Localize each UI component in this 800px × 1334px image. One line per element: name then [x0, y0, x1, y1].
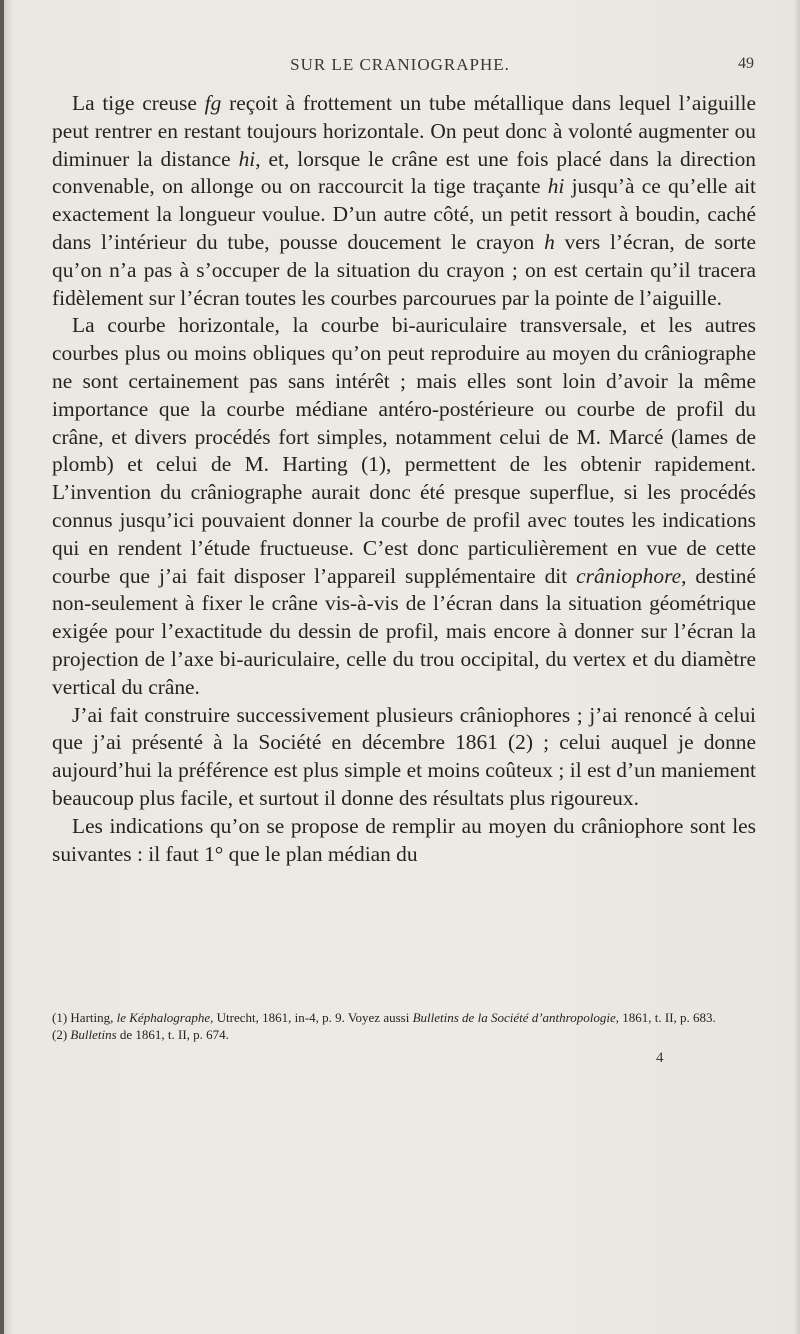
italic-run: hi	[547, 174, 565, 199]
paragraph-2	[52, 312, 756, 701]
text-run: La tige creuse	[72, 91, 205, 115]
page-edge	[794, 0, 800, 1334]
italic-run: hi	[238, 146, 256, 171]
page-number: 49	[738, 55, 754, 72]
text-run: Les indications qu’on se propose de remplir au moyen du crâniophore sont les suivantes : il faut 1° que le plan médian du	[52, 813, 756, 866]
text-run: de 1861, t. II, p. 674.	[116, 1027, 229, 1042]
footnote-2	[52, 1026, 764, 1043]
text-run: La courbe horizontale, la courbe bi-auriculaire transversale, et les autres courbes plus ou moins obliques qu’on peut reproduire au moyen du crâniographe ne sont certainement pas sans intérêt ; mais elles sont loin d’avoir la même importance que la courbe médiane antéro-postérieure ou courbe de profil du crâne, et divers procédés fort simples, notamment celui de M. Marcé (lames de plomb) et celui de M. Harting (1), permettent de les obtenir rapidement. L’invention du crâniographe aurait donc été presque superflue, si les procédés connus jusqu’ici pouvaient donner la courbe de profil avec toutes les indications qui en rendent l’étude fructueuse. C’est donc particulièrement en vue de cette courbe que j’ai fait disposer l’appareil supplémentaire dit	[52, 313, 756, 588]
text-run: (2)	[52, 1027, 71, 1042]
italic-run: crâniophore	[576, 563, 682, 588]
text-run: J’ai fait construire successivement plusieurs crâniophores ; j’ai renoncé à celui que j’ai présenté à la Société en décembre 1861 (2) ; celui auquel je donne aujourd’hui la préférence est plus simple et moins coûteux ; il est d’un maniement beaucoup plus facile, et surtout il donne des résultats plus rigoureux.	[52, 702, 756, 810]
text-run: , et, lorsque le crâne est une fois placé dans la direction convenable, on allonge ou on raccourcit la tige traçante	[52, 146, 756, 199]
binding-shadow	[0, 0, 4, 1334]
text-run: vers l’écran, de sorte qu’on n’a pas à s’occuper de la situation du crayon ; on est certain qu’il tracera fidèlement sur l’écran toutes les courbes parcourues par la pointe de l’aiguille.	[52, 229, 756, 310]
running-head: SUR LE CRANIOGRAPHE.	[290, 55, 510, 74]
footnote-1	[52, 1009, 764, 1026]
body-text	[52, 90, 756, 868]
text-run: reçoit à frottement un tube métallique dans lequel l’aiguille peut rentrer en restant toujours horizontale. On peut donc à volonté augmenter ou diminuer la distance	[52, 91, 756, 171]
paragraph-1	[52, 90, 756, 312]
italic-run: fg	[204, 91, 222, 115]
italic-run: Bulletins	[70, 1027, 117, 1042]
italic-run: Bulletins de la Société d’anthropologie	[412, 1010, 616, 1025]
text-run: , destiné non-seulement à fixer le crâne vis-à-vis de l’écran dans la situation géométrique exigée pour l’exactitude du dessin de profil, mais encore à donner sur l’écran la projection de l’axe bi-auriculaire, celle du trou occipital, du vertex et du diamètre vertical du crâne.	[52, 563, 756, 699]
text-run: , Utrecht, 1861, in-4, p. 9. Voyez aussi	[210, 1010, 413, 1025]
paragraph-4	[52, 813, 756, 869]
text-run: , 1861, t. II, p. 683.	[615, 1010, 716, 1025]
footnotes	[52, 1009, 764, 1043]
text-run: jusqu’à ce qu’elle ait exactement la longueur voulue. D’un autre côté, un petit ressort à boudin, caché dans l’intérieur du tube, pousse doucement le crayon	[52, 174, 756, 254]
italic-run: h	[544, 229, 555, 254]
signature-mark: 4	[656, 1050, 664, 1066]
paragraph-3	[52, 702, 756, 813]
italic-run: le Képhalographe	[116, 1010, 211, 1025]
text-run: (1) Harting,	[52, 1010, 117, 1025]
